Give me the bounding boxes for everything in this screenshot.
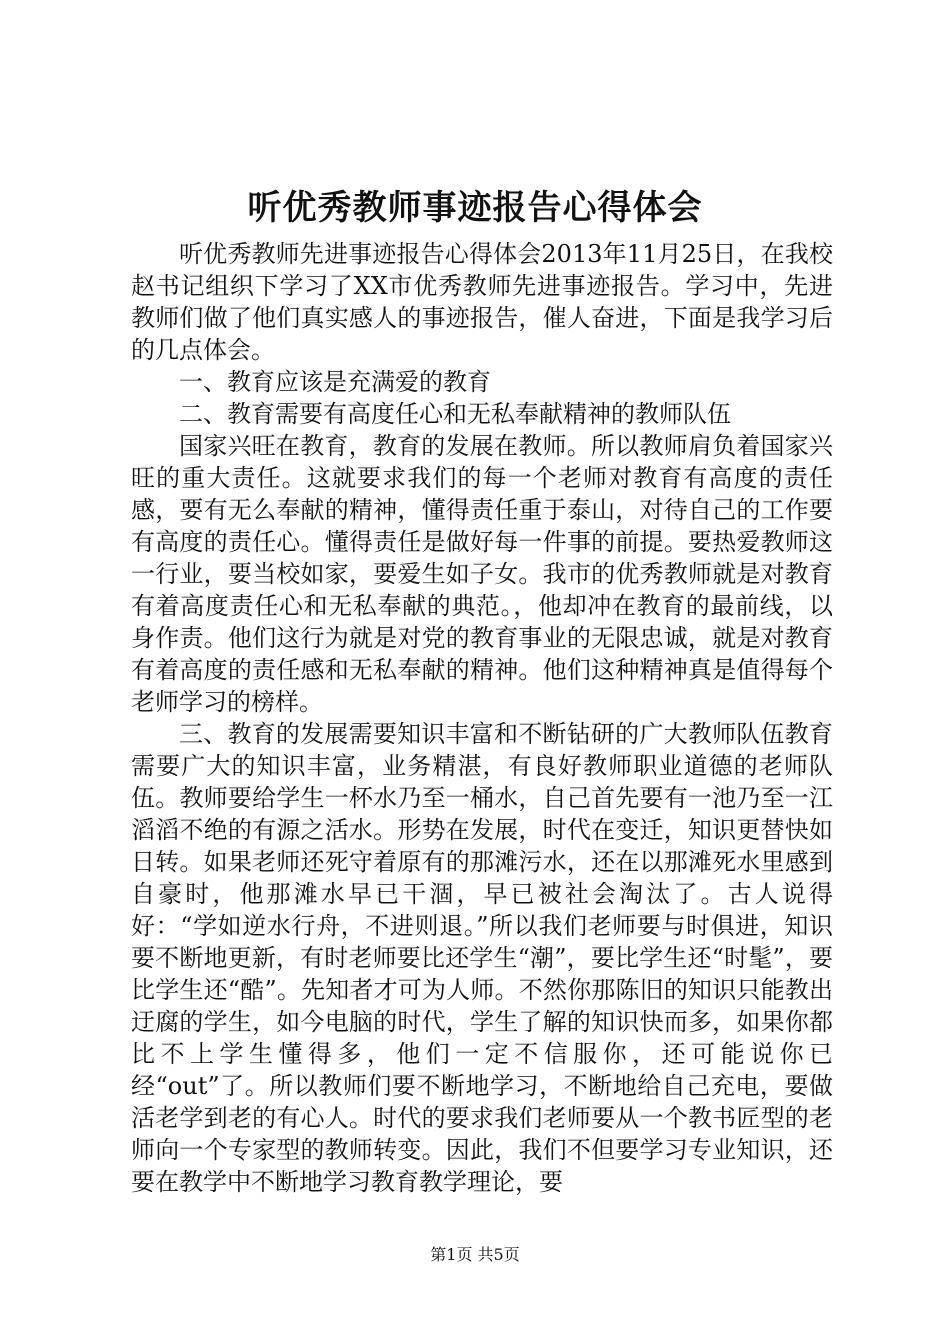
- paragraph-knowledge: 三、教育的发展需要知识丰富和不断钻研的广大教师队伍教育需要广大的知识丰富，业务精湛，有良好教师职业道德的老师队伍。教师要给学生一杯水乃至一桶水，自己首先要有一池乃至一江滔滔不绝的有源之活水。形势在发展，时代在变迁，知识更替快如日转。如果老师还死守着原有的那滩污水，还在以那滩死水里感到自豪时，他那滩水早已干涸，早已被社会淘汰了。古人说得好：“学如逆水行舟，不进则退。”所以我们老师要与时俱进，知识要不断地更新，有时老师要比还学生“潮”，要比学生还“时髦”，要比学生还“酷”。先知者才可为人师。不然你那陈旧的知识只能教出迂腐的学生，如今电脑的时代，学生了解的知识快而多，如果你都比不上学生懂得多，他们一定不信服你，还可能说你已经“out”了。所以教师们要不断地学习，不断地给自己充电，要做活老学到老的有心人。时代的要求我们老师要从一个教书匠型的老师向一个专家型的教师转变。因此，我们不但要学习专业知识，还要在教学中不断地学习教育教学理论，要: [131, 720, 833, 1196]
- document-body: [131, 238, 833, 1198]
- paragraph-responsibility: 国家兴旺在教育，教育的发展在教师。所以教师肩负着国家兴旺的重大责任。这就要求我们的每一个老师对教育有高度的责任感，要有无么奉献的精神，懂得责任重于泰山，对待自己的工作要有高度的责任心。懂得责任是做好每一件事的前提。要热爱教师这一行业，要当校如家，要爱生如子女。我市的优秀教师就是对教育有着高度责任心和无私奉献的典范。，他却冲在教育的最前线，以身作责。他们这行为就是对党的教育事业的无限忠诚，就是对教育有着高度的责任感和无私奉献的精神。他们这种精神真是值得每个老师学习的榜样。: [131, 432, 833, 716]
- page-title: 听优秀教师事迹报告心得体会: [247, 188, 703, 228]
- heading-point-two: 二、教育需要有高度任心和无私奉献精神的教师队伍: [179, 400, 731, 428]
- paragraph-intro: 听优秀教师先进事迹报告心得体会2013年11月25日，在我校赵书记组织下学习了XX市优秀教师先进事迹报告。学习中，先进教师们做了他们真实感人的事迹报告，催人奋进，下面是我学习后的几点体会。: [131, 240, 833, 364]
- heading-point-one: 一、教育应该是充满爱的教育: [179, 368, 491, 396]
- page-number-footer: 第1页 共5页: [430, 1245, 520, 1264]
